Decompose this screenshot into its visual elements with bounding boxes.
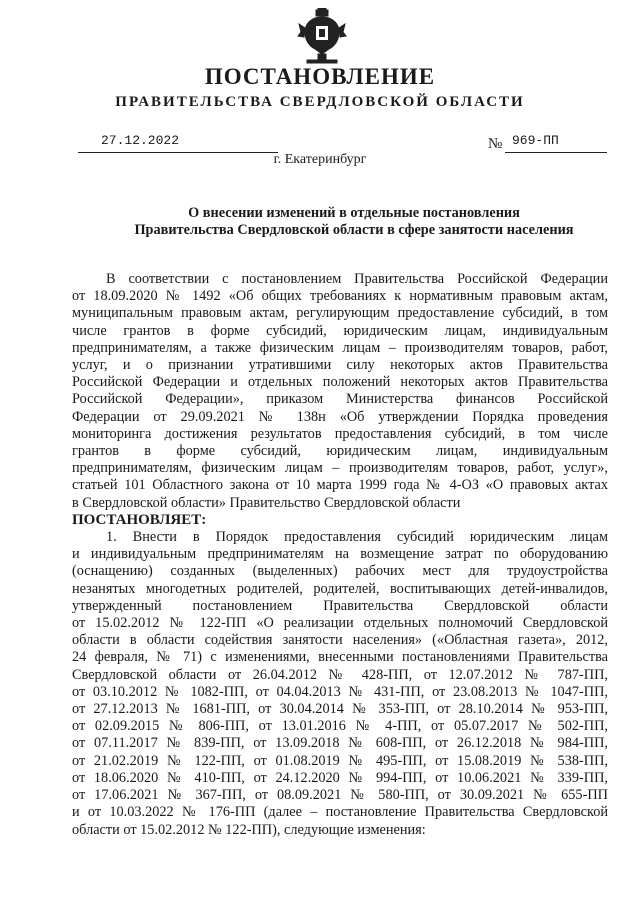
text-line: от 02.09.2015 № 806-ПП, от 13.01.2016 № 4-ПП, от 05.07.2017 № 502-ПП, xyxy=(72,718,608,735)
text-line: области в области содействия занятости населения» («Областная газета», 2012, xyxy=(72,632,608,649)
text-line: от 27.12.2013 № 1681-ПП, от 30.04.2014 № 353-ПП, от 28.10.2014 № 953-ПП, xyxy=(72,701,608,718)
number-label: № xyxy=(488,136,503,152)
text-line: мониторинга достижения результатов предоставления субсидий, в том числе xyxy=(72,425,608,442)
text-line: и от 10.03.2022 № 176-ПП (далее – постановление Правительства Свердловской xyxy=(72,804,608,821)
text-line: Федерации от 29.09.2021 № 138н «Об утверждении Порядка проведения xyxy=(72,408,608,425)
text-line: муниципальным правовым актам, регулирующим предоставление субсидий, в том xyxy=(72,305,608,322)
text-line: грантов в форме субсидий, юридическим лицам, индивидуальным xyxy=(72,443,608,460)
text-line: и индивидуальным предпринимателям на возмещение затрат по оборудованию xyxy=(72,546,608,563)
text-line: области от 15.02.2012 № 122-ПП), следующие изменения: xyxy=(72,821,426,838)
text-line: от 15.02.2012 № 122-ПП «О реализации отдельных полномочий Свердловской xyxy=(72,615,608,632)
resolution-word: ПОСТАНОВЛЯЕТ: xyxy=(72,511,207,528)
text-line: Свердловской области от 26.04.2012 № 428-ПП, от 12.07.2012 № 787-ПП, xyxy=(72,666,608,683)
document-type-title: ПОСТАНОВЛЕНИЕ xyxy=(204,64,436,89)
text-line: в Свердловской области» Правительство Свердловской области xyxy=(72,494,461,511)
text-line: числе грантов в форме субсидий, юридическим лицам, индивидуальным xyxy=(72,322,608,339)
preamble xyxy=(72,271,608,839)
text-line: 24 февраля, № 71) с изменениями, внесенными постановлениями Правительства xyxy=(72,649,608,666)
issuer-title: ПРАВИТЕЛЬСТВА СВЕРДЛОВСКОЙ ОБЛАСТИ xyxy=(115,94,525,110)
city: г. Екатеринбург xyxy=(273,152,367,167)
text-line: (оснащению) созданных (выделенных) рабочих мест для трудоустройства xyxy=(72,563,608,580)
document-subject xyxy=(0,205,640,239)
text-line: утвержденный постановлением Правительства Свердловской области xyxy=(72,597,608,614)
text-line: услуг, и о признании утратившими силу некоторых актов Правительства xyxy=(72,357,608,374)
text-line: незанятых многодетных родителей, родителей, воспитывающих детей-инвалидов, xyxy=(72,580,608,597)
text-line: В соответствии с постановлением Правительства Российской Федерации xyxy=(106,271,608,287)
text-line: от 07.11.2017 № 839-ПП, от 13.09.2018 № 608-ПП, от 26.12.2018 № 984-ПП, xyxy=(72,735,608,752)
text-line: 1. Внести в Порядок предоставления субсидий юридическим лицам xyxy=(106,529,608,546)
text-line: предпринимателям, а также физическим лицам – производителям товаров, работ, xyxy=(72,339,608,356)
document-date: 27.12.2022 xyxy=(100,133,179,148)
document-number: 969-ПП xyxy=(512,133,559,148)
text-line: от 17.06.2021 № 367-ПП, от 08.09.2021 № 580-ПП, от 30.09.2021 № 655-ПП xyxy=(72,787,608,804)
text-line: от 03.10.2012 № 1082-ПП, от 04.04.2013 № 431-ПП, от 23.08.2013 № 1047-ПП, xyxy=(72,683,608,700)
text-line: Российской Федерации», приказом Министерства финансов Российской xyxy=(72,391,608,408)
sverdlovsk-coat-of-arms-icon xyxy=(297,8,347,64)
text-line: от 18.09.2020 № 1492 «Об общих требованиях к нормативным правовым актам, xyxy=(72,288,608,305)
text-line: статьей 101 Областного закона от 10 марта 1999 года № 4-ОЗ «О правовых актах xyxy=(72,477,608,494)
subject-line: Правительства Свердловской области в сфере занятости населения xyxy=(134,222,574,238)
subject-line: О внесении изменений в отдельные постановления xyxy=(188,205,520,221)
text-line: предпринимателям, физическим лицам – производителям товаров, работ, услуг», xyxy=(72,460,608,477)
text-line: от 18.06.2020 № 410-ПП, от 24.12.2020 № 994-ПП, от 10.06.2021 № 339-ПП, xyxy=(72,769,608,786)
text-line: от 21.02.2019 № 122-ПП, от 01.08.2019 № 495-ПП, от 15.08.2019 № 538-ПП, xyxy=(72,752,608,769)
text-line: Российской Федерации и отдельных положений некоторых актов Правительства xyxy=(72,374,608,391)
